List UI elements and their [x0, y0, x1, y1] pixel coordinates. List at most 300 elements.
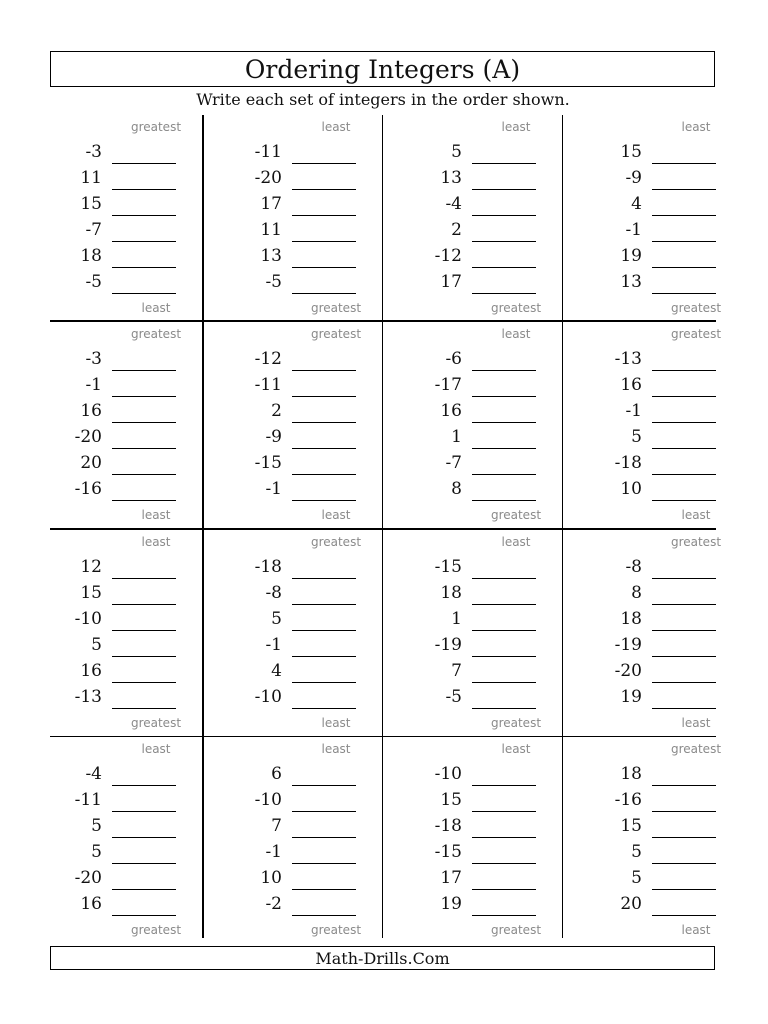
answer-blank[interactable] [652, 448, 716, 449]
answer-blank[interactable] [652, 396, 716, 397]
integer-row [50, 608, 216, 634]
integer-row [410, 271, 576, 297]
answer-blank[interactable] [652, 837, 716, 838]
integer-value: -1 [265, 635, 282, 655]
integer-row [590, 841, 756, 867]
answer-blank[interactable] [472, 241, 536, 242]
answer-blank[interactable] [292, 863, 356, 864]
integer-row [230, 867, 396, 893]
answer-blank[interactable] [112, 370, 176, 371]
integer-value: 17 [440, 868, 462, 888]
integer-value: -6 [445, 349, 462, 369]
answer-blank[interactable] [472, 863, 536, 864]
integer-value: -18 [434, 816, 462, 836]
integer-row [50, 634, 216, 660]
integer-row [590, 193, 756, 219]
order-hint-top: least [321, 742, 351, 756]
order-hint-top: greatest [310, 327, 362, 341]
integer-row [410, 763, 576, 789]
order-hint-top: least [501, 327, 531, 341]
integer-value: 15 [620, 816, 642, 836]
integer-row [230, 634, 396, 660]
integer-row [590, 582, 756, 608]
integer-value: 20 [620, 894, 642, 914]
integer-row [590, 867, 756, 893]
answer-blank[interactable] [112, 811, 176, 812]
integer-row [410, 608, 576, 634]
integer-row [590, 141, 756, 167]
integer-row [50, 686, 216, 712]
integer-value: 5 [91, 842, 102, 862]
integer-row [50, 763, 216, 789]
answer-blank[interactable] [652, 811, 716, 812]
integer-row [410, 582, 576, 608]
answer-blank[interactable] [652, 474, 716, 475]
answer-blank[interactable] [472, 682, 536, 683]
integer-value: -13 [614, 349, 642, 369]
integer-row [590, 271, 756, 297]
answer-blank[interactable] [292, 500, 356, 501]
answer-blank[interactable] [112, 889, 176, 890]
integer-row [590, 374, 756, 400]
integer-value: -11 [74, 790, 102, 810]
answer-blank[interactable] [112, 293, 176, 294]
integer-row [590, 452, 756, 478]
order-hint-bottom: least [321, 508, 351, 522]
integer-value: -20 [614, 661, 642, 681]
answer-blank[interactable] [292, 630, 356, 631]
integer-value: -11 [254, 142, 282, 162]
integer-value: -7 [85, 220, 102, 240]
integer-value: -19 [614, 635, 642, 655]
answer-blank[interactable] [112, 708, 176, 709]
answer-blank[interactable] [472, 708, 536, 709]
answer-blank[interactable] [472, 889, 536, 890]
integer-value: 4 [631, 194, 642, 214]
integer-value: -3 [85, 142, 102, 162]
integer-row [230, 815, 396, 841]
answer-blank[interactable] [652, 785, 716, 786]
integer-row [410, 556, 576, 582]
integer-value: 17 [440, 272, 462, 292]
answer-blank[interactable] [292, 448, 356, 449]
answer-blank[interactable] [292, 682, 356, 683]
answer-blank[interactable] [292, 811, 356, 812]
integer-row [590, 400, 756, 426]
integer-row [230, 478, 396, 504]
order-hint-top: least [321, 120, 351, 134]
integer-row [50, 582, 216, 608]
problem-cell [410, 322, 576, 529]
answer-blank[interactable] [292, 293, 356, 294]
integer-row [50, 556, 216, 582]
integer-value: -7 [445, 453, 462, 473]
order-hint-bottom: greatest [130, 716, 182, 730]
integer-row [590, 167, 756, 193]
answer-blank[interactable] [652, 241, 716, 242]
answer-blank[interactable] [652, 889, 716, 890]
integer-row [50, 660, 216, 686]
integer-value: -20 [254, 168, 282, 188]
answer-blank[interactable] [652, 422, 716, 423]
answer-blank[interactable] [472, 215, 536, 216]
answer-blank[interactable] [292, 241, 356, 242]
integer-value: -2 [265, 894, 282, 914]
answer-blank[interactable] [292, 163, 356, 164]
integer-row [50, 893, 216, 919]
integer-value: -16 [74, 479, 102, 499]
integer-row [50, 245, 216, 271]
integer-value: 2 [271, 401, 282, 421]
answer-blank[interactable] [472, 396, 536, 397]
integer-row [230, 763, 396, 789]
integer-value: 15 [80, 194, 102, 214]
answer-blank[interactable] [652, 189, 716, 190]
integer-value: -5 [265, 272, 282, 292]
integer-row [410, 374, 576, 400]
integer-value: -1 [265, 842, 282, 862]
integer-value: -3 [85, 349, 102, 369]
integer-value: 8 [631, 583, 642, 603]
order-hint-bottom: least [321, 716, 351, 730]
integer-value: 5 [451, 142, 462, 162]
integer-value: -4 [445, 194, 462, 214]
integer-row [590, 608, 756, 634]
integer-row [230, 582, 396, 608]
integer-row [50, 426, 216, 452]
problem-cell [590, 530, 756, 737]
answer-blank[interactable] [112, 785, 176, 786]
answer-blank[interactable] [652, 293, 716, 294]
integer-row [410, 686, 576, 712]
integer-value: 11 [80, 168, 102, 188]
integer-row [230, 245, 396, 271]
integer-row [410, 141, 576, 167]
answer-blank[interactable] [652, 215, 716, 216]
integer-value: 18 [80, 246, 102, 266]
answer-blank[interactable] [652, 656, 716, 657]
integer-row [230, 426, 396, 452]
answer-blank[interactable] [292, 708, 356, 709]
integer-value: -10 [434, 764, 462, 784]
answer-blank[interactable] [472, 189, 536, 190]
integer-row [590, 348, 756, 374]
answer-blank[interactable] [112, 215, 176, 216]
integer-row [230, 841, 396, 867]
answer-blank[interactable] [472, 785, 536, 786]
answer-blank[interactable] [292, 889, 356, 890]
integer-row [50, 141, 216, 167]
integer-row [590, 634, 756, 660]
problem-cell [230, 115, 396, 322]
integer-row [590, 686, 756, 712]
integer-row [230, 893, 396, 919]
integer-value: 2 [451, 220, 462, 240]
integer-value: -19 [434, 635, 462, 655]
order-hint-bottom: greatest [490, 301, 542, 315]
integer-row [590, 556, 756, 582]
answer-blank[interactable] [652, 267, 716, 268]
answer-blank[interactable] [292, 578, 356, 579]
answer-blank[interactable] [112, 422, 176, 423]
answer-blank[interactable] [292, 422, 356, 423]
answer-blank[interactable] [112, 863, 176, 864]
integer-value: 8 [451, 479, 462, 499]
integer-value: -20 [74, 427, 102, 447]
answer-blank[interactable] [472, 293, 536, 294]
integer-value: -9 [265, 427, 282, 447]
problem-cell [590, 115, 756, 322]
answer-blank[interactable] [292, 396, 356, 397]
answer-blank[interactable] [112, 837, 176, 838]
problem-grid [50, 115, 722, 938]
integer-row [50, 348, 216, 374]
answer-blank[interactable] [292, 189, 356, 190]
integer-row [590, 426, 756, 452]
integer-row [50, 815, 216, 841]
order-hint-top: least [501, 535, 531, 549]
integer-value: 16 [80, 894, 102, 914]
integer-value: 12 [80, 557, 102, 577]
answer-blank[interactable] [472, 448, 536, 449]
integer-value: -15 [434, 557, 462, 577]
answer-blank[interactable] [112, 396, 176, 397]
integer-row [230, 219, 396, 245]
integer-row [50, 374, 216, 400]
answer-blank[interactable] [112, 578, 176, 579]
integer-row [410, 815, 576, 841]
integer-value: -5 [445, 687, 462, 707]
integer-row [230, 789, 396, 815]
integer-row [50, 400, 216, 426]
integer-value: 18 [620, 609, 642, 629]
answer-blank[interactable] [292, 215, 356, 216]
integer-row [410, 193, 576, 219]
integer-value: 1 [451, 609, 462, 629]
integer-value: -15 [434, 842, 462, 862]
problem-cell [410, 737, 576, 944]
integer-value: -4 [85, 764, 102, 784]
answer-blank[interactable] [112, 604, 176, 605]
order-hint-bottom: greatest [310, 301, 362, 315]
answer-blank[interactable] [652, 370, 716, 371]
answer-blank[interactable] [292, 915, 356, 916]
problem-cell [230, 530, 396, 737]
problem-cell [50, 322, 216, 529]
footer: Math-Drills.Com [50, 946, 715, 970]
answer-blank[interactable] [292, 370, 356, 371]
order-hint-top: least [141, 742, 171, 756]
integer-row [410, 867, 576, 893]
answer-blank[interactable] [292, 656, 356, 657]
integer-value: -13 [74, 687, 102, 707]
integer-value: -20 [74, 868, 102, 888]
answer-blank[interactable] [472, 267, 536, 268]
integer-row [230, 400, 396, 426]
integer-row [50, 219, 216, 245]
integer-value: -17 [434, 375, 462, 395]
answer-blank[interactable] [112, 241, 176, 242]
integer-row [230, 556, 396, 582]
answer-blank[interactable] [472, 837, 536, 838]
order-hint-bottom: least [681, 716, 711, 730]
integer-row [230, 141, 396, 167]
integer-value: -18 [254, 557, 282, 577]
integer-row [410, 167, 576, 193]
integer-value: -10 [74, 609, 102, 629]
answer-blank[interactable] [292, 604, 356, 605]
answer-blank[interactable] [112, 656, 176, 657]
integer-value: 17 [260, 194, 282, 214]
answer-blank[interactable] [652, 630, 716, 631]
order-hint-bottom: least [141, 508, 171, 522]
integer-value: 13 [440, 168, 462, 188]
answer-blank[interactable] [112, 448, 176, 449]
integer-value: 16 [80, 661, 102, 681]
integer-row [230, 193, 396, 219]
integer-value: -1 [265, 479, 282, 499]
answer-blank[interactable] [652, 604, 716, 605]
integer-row [410, 478, 576, 504]
integer-value: -18 [614, 453, 642, 473]
answer-blank[interactable] [112, 682, 176, 683]
integer-row [590, 763, 756, 789]
integer-value: 16 [620, 375, 642, 395]
order-hint-bottom: greatest [310, 923, 362, 937]
integer-value: 16 [80, 401, 102, 421]
integer-row [590, 219, 756, 245]
problem-cell [590, 737, 756, 944]
integer-row [590, 815, 756, 841]
answer-blank[interactable] [472, 578, 536, 579]
answer-blank[interactable] [652, 163, 716, 164]
integer-value: 13 [620, 272, 642, 292]
order-hint-top: greatest [130, 327, 182, 341]
order-hint-bottom: greatest [490, 508, 542, 522]
integer-row [410, 634, 576, 660]
integer-value: -12 [434, 246, 462, 266]
integer-value: 5 [91, 816, 102, 836]
integer-row [410, 789, 576, 815]
integer-row [590, 789, 756, 815]
integer-value: -1 [625, 401, 642, 421]
integer-row [230, 686, 396, 712]
order-hint-top: least [501, 120, 531, 134]
integer-value: -8 [625, 557, 642, 577]
answer-blank[interactable] [112, 630, 176, 631]
integer-row [590, 660, 756, 686]
integer-row [230, 608, 396, 634]
integer-value: -9 [625, 168, 642, 188]
integer-value: -10 [254, 790, 282, 810]
order-hint-bottom: greatest [130, 923, 182, 937]
order-hint-bottom: greatest [490, 923, 542, 937]
integer-value: 5 [631, 868, 642, 888]
answer-blank[interactable] [472, 370, 536, 371]
integer-value: -1 [85, 375, 102, 395]
integer-row [50, 193, 216, 219]
problem-cell [230, 322, 396, 529]
integer-value: 4 [271, 661, 282, 681]
problem-cell [50, 737, 216, 944]
answer-blank[interactable] [652, 682, 716, 683]
integer-value: -12 [254, 349, 282, 369]
order-hint-top: greatest [310, 535, 362, 549]
integer-row [410, 426, 576, 452]
answer-blank[interactable] [652, 500, 716, 501]
answer-blank[interactable] [292, 785, 356, 786]
answer-blank[interactable] [472, 630, 536, 631]
answer-blank[interactable] [292, 474, 356, 475]
integer-value: 5 [631, 842, 642, 862]
answer-blank[interactable] [112, 474, 176, 475]
problem-cell [50, 115, 216, 322]
integer-row [590, 893, 756, 919]
integer-row [410, 245, 576, 271]
integer-value: -1 [625, 220, 642, 240]
answer-blank[interactable] [472, 811, 536, 812]
answer-blank[interactable] [472, 163, 536, 164]
answer-blank[interactable] [112, 189, 176, 190]
integer-row [230, 167, 396, 193]
integer-value: 18 [440, 583, 462, 603]
integer-value: 1 [451, 427, 462, 447]
answer-blank[interactable] [652, 863, 716, 864]
integer-row [410, 452, 576, 478]
answer-blank[interactable] [112, 163, 176, 164]
integer-value: 19 [620, 246, 642, 266]
answer-blank[interactable] [112, 267, 176, 268]
integer-row [50, 452, 216, 478]
answer-blank[interactable] [652, 915, 716, 916]
answer-blank[interactable] [112, 915, 176, 916]
problem-cell [590, 322, 756, 529]
order-hint-top: greatest [670, 535, 722, 549]
answer-blank[interactable] [112, 500, 176, 501]
integer-value: 15 [440, 790, 462, 810]
problem-cell [410, 115, 576, 322]
integer-value: 6 [271, 764, 282, 784]
answer-blank[interactable] [652, 578, 716, 579]
order-hint-top: least [141, 535, 171, 549]
integer-row [230, 452, 396, 478]
answer-blank[interactable] [472, 604, 536, 605]
answer-blank[interactable] [472, 915, 536, 916]
integer-row [50, 841, 216, 867]
integer-row [230, 660, 396, 686]
answer-blank[interactable] [472, 656, 536, 657]
integer-row [50, 271, 216, 297]
order-hint-bottom: least [681, 923, 711, 937]
integer-value: -15 [254, 453, 282, 473]
answer-blank[interactable] [472, 474, 536, 475]
answer-blank[interactable] [292, 267, 356, 268]
answer-blank[interactable] [652, 708, 716, 709]
integer-value: -16 [614, 790, 642, 810]
integer-value: 7 [451, 661, 462, 681]
integer-row [50, 478, 216, 504]
integer-value: 19 [440, 894, 462, 914]
integer-row [50, 867, 216, 893]
integer-row [230, 348, 396, 374]
integer-value: 5 [271, 609, 282, 629]
integer-value: 10 [260, 868, 282, 888]
answer-blank[interactable] [472, 500, 536, 501]
answer-blank[interactable] [292, 837, 356, 838]
answer-blank[interactable] [472, 422, 536, 423]
integer-value: 19 [620, 687, 642, 707]
integer-value: 7 [271, 816, 282, 836]
